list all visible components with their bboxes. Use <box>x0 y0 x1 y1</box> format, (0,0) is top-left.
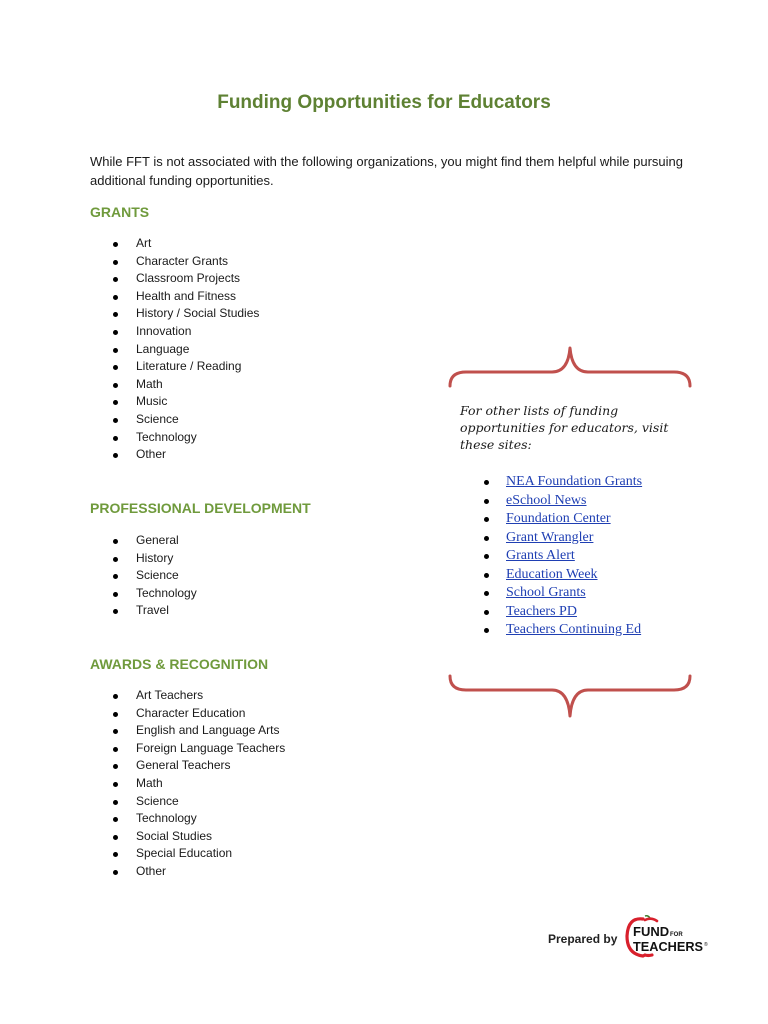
top-brace-decoration <box>444 344 696 390</box>
logo-word-fund: FUND <box>633 924 670 939</box>
grants-list <box>90 235 259 464</box>
list-item: Classroom Projects <box>136 270 259 288</box>
link-education-week[interactable]: Education Week <box>506 566 598 582</box>
link-grant-wrangler[interactable]: Grant Wrangler <box>506 529 594 545</box>
link-item <box>506 547 642 566</box>
list-item: Special Education <box>136 845 285 863</box>
list-item: Health and Fitness <box>136 288 259 306</box>
list-item: Character Education <box>136 705 285 723</box>
list-item: Other <box>136 446 259 464</box>
link-item <box>506 621 642 640</box>
prepared-by-label: Prepared by <box>548 932 618 946</box>
list-item: Technology <box>136 429 259 447</box>
list-item: Art <box>136 235 259 253</box>
intro-paragraph: While FFT is not associated with the following organizations, you might find them helpful while pursuing additional funding opportunities. <box>90 154 684 188</box>
link-nea-foundation-grants[interactable]: NEA Foundation Grants <box>506 474 643 489</box>
link-item <box>506 584 642 603</box>
list-item: Literature / Reading <box>136 358 259 376</box>
link-eschool-news[interactable]: eSchool News <box>506 492 587 508</box>
list-item: General Teachers <box>136 757 285 775</box>
heading-professional-development: PROFESSIONAL DEVELOPMENT <box>90 500 311 516</box>
list-item: Science <box>136 567 197 585</box>
funding-links-list <box>460 473 642 640</box>
sidebar-intro-text: For other lists of funding opportunities for educators, visit these sites: <box>460 403 669 452</box>
logo-word-for: FOR <box>670 932 683 938</box>
link-item <box>506 603 642 622</box>
list-item: Social Studies <box>136 828 285 846</box>
list-item: Character Grants <box>136 253 259 271</box>
page-title: Funding Opportunities for Educators <box>217 92 551 113</box>
list-item: General <box>136 532 197 550</box>
list-item: History / Social Studies <box>136 305 259 323</box>
link-item <box>506 473 642 492</box>
list-item: Innovation <box>136 323 259 341</box>
list-item: Music <box>136 393 259 411</box>
list-item: Other <box>136 863 285 881</box>
list-item: Technology <box>136 585 197 603</box>
link-teachers-pd[interactable]: Teachers PD <box>506 603 577 619</box>
bottom-brace-decoration <box>444 672 696 720</box>
list-item: Foreign Language Teachers <box>136 740 285 758</box>
awards-list <box>90 687 285 881</box>
heading-awards-recognition: AWARDS & RECOGNITION <box>90 656 269 672</box>
link-item <box>506 529 642 548</box>
professional-development-list <box>90 532 197 620</box>
link-teachers-continuing-ed[interactable]: Teachers Continuing Ed <box>506 622 642 637</box>
logo-registered-mark: ® <box>704 942 708 948</box>
link-grants-alert[interactable]: Grants Alert <box>506 548 575 563</box>
logo-word-teachers: TEACHERS <box>633 939 704 954</box>
list-item: Math <box>136 376 259 394</box>
list-item: Technology <box>136 810 285 828</box>
link-item <box>506 510 642 529</box>
list-item: History <box>136 550 197 568</box>
link-item <box>506 566 642 585</box>
list-item: Science <box>136 793 285 811</box>
link-school-grants[interactable]: School Grants <box>506 585 586 600</box>
link-item <box>506 492 642 511</box>
list-item: Art Teachers <box>136 687 285 705</box>
list-item: Language <box>136 341 259 359</box>
heading-grants: GRANTS <box>90 204 150 220</box>
list-item: Math <box>136 775 285 793</box>
link-foundation-center[interactable]: Foundation Center <box>506 511 611 526</box>
list-item: English and Language Arts <box>136 722 285 740</box>
list-item: Science <box>136 411 259 429</box>
fund-for-teachers-logo <box>624 914 710 958</box>
list-item: Travel <box>136 602 197 620</box>
